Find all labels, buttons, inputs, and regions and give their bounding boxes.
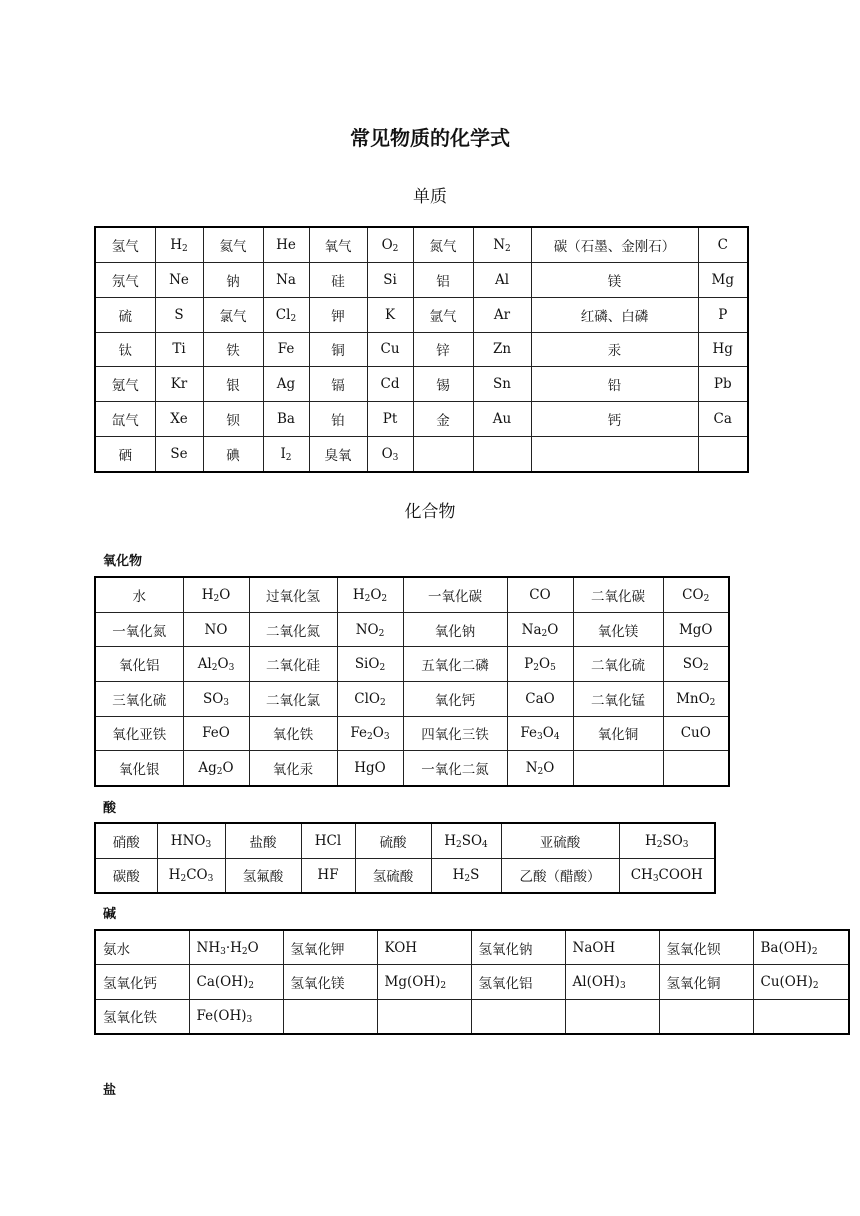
substance-name-cell: 氢氧化铁 (95, 999, 189, 1034)
substance-name-cell: 氢氧化钾 (283, 930, 377, 965)
substance-name-cell: 盐酸 (225, 823, 301, 858)
substance-name-cell: 铁 (203, 332, 263, 367)
substance-name-cell: 硅 (309, 263, 367, 298)
substance-name-cell: 铜 (309, 332, 367, 367)
substance-name-cell: 过氧化氢 (249, 577, 337, 612)
table-row (95, 332, 748, 367)
chemical-formula-cell: Mg (698, 263, 748, 298)
substance-name-cell: 氙气 (95, 402, 155, 437)
substance-name-cell: 硫酸 (355, 823, 431, 858)
chemical-formula-cell: Ar (473, 297, 531, 332)
substance-name-cell: 二氧化氯 (249, 681, 337, 716)
substance-name-cell: 钡 (203, 402, 263, 437)
table-row (95, 965, 849, 999)
chemical-formula-cell: P (698, 297, 748, 332)
substance-name-cell: 二氧化碳 (573, 577, 663, 612)
substance-name-cell: 二氧化锰 (573, 681, 663, 716)
chemical-formula-cell: Hg (698, 332, 748, 367)
substance-name-cell: 镉 (309, 367, 367, 402)
substance-name-cell: 氧化亚铁 (95, 716, 183, 751)
label-bases: 碱 (103, 907, 117, 922)
substance-name-cell: 钾 (309, 297, 367, 332)
oxides-table (94, 576, 730, 787)
substance-name-cell: 氢氟酸 (225, 858, 301, 893)
table-row (95, 436, 748, 472)
substance-name-cell: 四氧化三铁 (403, 716, 507, 751)
substance-name-cell: 氧化铁 (249, 716, 337, 751)
chemical-formula-cell: $Mg(OH)_2$ (377, 965, 471, 999)
substance-name-cell: 一氧化二氮 (403, 751, 507, 786)
chemical-formula-cell: Kr (155, 367, 203, 402)
chemical-formula-cell: Si (367, 263, 413, 298)
chemical-formula-cell: $Ca(OH)_2$ (189, 965, 283, 999)
chemical-formula-cell: Xe (155, 402, 203, 437)
chemical-formula-cell: MgO (663, 612, 729, 647)
substance-name-cell: 钠 (203, 263, 263, 298)
substance-name-cell: 氯气 (203, 297, 263, 332)
table-row (95, 577, 729, 612)
substance-name-cell: 氢氧化钙 (95, 965, 189, 999)
chemical-formula-cell: Au (473, 402, 531, 437)
chemical-formula-cell: HgO (337, 751, 403, 786)
chemical-formula-cell: $N_2O$ (507, 751, 573, 786)
elements-table (94, 226, 749, 473)
substance-name-cell (573, 751, 663, 786)
substance-name-cell: 氖气 (95, 263, 155, 298)
table-row (95, 751, 729, 786)
substance-name-cell: 二氧化硅 (249, 647, 337, 682)
substance-name-cell: 氢氧化镁 (283, 965, 377, 999)
chemical-formula-cell: $I_2$ (263, 436, 309, 472)
chemical-formula-cell: Pb (698, 367, 748, 402)
substance-name-cell: 氦气 (203, 227, 263, 263)
table-row (95, 930, 849, 965)
chemical-formula-cell: CaO (507, 681, 573, 716)
chemical-formula-cell: S (155, 297, 203, 332)
table-row (95, 858, 715, 893)
chemical-formula-cell: $NH_3\cdot H_2O$ (189, 930, 283, 965)
substance-name-cell: 硝酸 (95, 823, 157, 858)
chemical-formula-cell (698, 436, 748, 472)
chemical-formula-cell: $H_2SO_3$ (619, 823, 715, 858)
chemical-formula-cell: SiO$_2$ (337, 647, 403, 682)
chemical-formula-cell: ClO$_2$ (337, 681, 403, 716)
table-row (95, 297, 748, 332)
substance-name-cell: 硫 (95, 297, 155, 332)
substance-name-cell: 氧化镁 (573, 612, 663, 647)
substance-name-cell: 三氧化硫 (95, 681, 183, 716)
chemical-formula-cell: $Fe(OH)_3$ (189, 999, 283, 1034)
substance-name-cell: 铅 (531, 367, 698, 402)
chemical-formula-cell: Ba (263, 402, 309, 437)
chemical-formula-cell: $P_2O_5$ (507, 647, 573, 682)
substance-name-cell: 二氧化硫 (573, 647, 663, 682)
chemical-formula-cell (377, 999, 471, 1034)
substance-name-cell (471, 999, 565, 1034)
chemical-formula-cell: HF (301, 858, 355, 893)
section-heading-elements: 单质 (413, 187, 447, 207)
chemical-formula-cell (753, 999, 849, 1034)
substance-name-cell: 氢气 (95, 227, 155, 263)
chemical-formula-cell: CO (507, 577, 573, 612)
substance-name-cell (413, 436, 473, 472)
substance-name-cell: 银 (203, 367, 263, 402)
chemical-formula-cell (473, 436, 531, 472)
chemical-formula-cell: MnO$_2$ (663, 681, 729, 716)
chemical-formula-cell: $Na_2O$ (507, 612, 573, 647)
label-acids: 酸 (103, 801, 117, 816)
substance-name-cell: 乙酸（醋酸） (501, 858, 619, 893)
chemical-formula-cell: $H_2S$ (431, 858, 501, 893)
chemical-formula-cell: Pt (367, 402, 413, 437)
substance-name-cell: 一氧化碳 (403, 577, 507, 612)
substance-name-cell: 红磷、白磷 (531, 297, 698, 332)
chemical-formula-cell: $Ba(OH)_2$ (753, 930, 849, 965)
table-row (95, 681, 729, 716)
substance-name-cell: 铂 (309, 402, 367, 437)
substance-name-cell: 氢氧化钠 (471, 930, 565, 965)
substance-name-cell: 氨水 (95, 930, 189, 965)
substance-name-cell: 钙 (531, 402, 698, 437)
chemical-formula-cell: NO (183, 612, 249, 647)
chemical-formula-cell: FeO (183, 716, 249, 751)
chemical-formula-cell: KOH (377, 930, 471, 965)
chemical-formula-cell: $CO_2$ (663, 577, 729, 612)
acids-table (94, 822, 716, 894)
chemical-formula-cell: $CH_3COOH$ (619, 858, 715, 893)
section-heading-compounds: 化合物 (404, 502, 456, 522)
chemical-formula-cell: NaOH (565, 930, 659, 965)
table-row (95, 716, 729, 751)
chemical-formula-cell: Fe (263, 332, 309, 367)
substance-name-cell: 金 (413, 402, 473, 437)
substance-name-cell: 二氧化氮 (249, 612, 337, 647)
chemical-formula-cell: $H_2SO_4$ (431, 823, 501, 858)
chemical-formula-cell: Ca (698, 402, 748, 437)
substance-name-cell: 氢硫酸 (355, 858, 431, 893)
chemical-formula-cell: $O_2$ (367, 227, 413, 263)
chemical-formula-cell: $SO_3$ (183, 681, 249, 716)
chemical-formula-cell: HCl (301, 823, 355, 858)
substance-name-cell: 汞 (531, 332, 698, 367)
chemical-formula-cell: $HNO_3$ (157, 823, 225, 858)
chemical-formula-cell (663, 751, 729, 786)
table-row (95, 999, 849, 1034)
chemical-formula-cell: Sn (473, 367, 531, 402)
chemical-formula-cell: Al (473, 263, 531, 298)
table-row (95, 367, 748, 402)
bases-table (94, 929, 850, 1035)
table-row (95, 647, 729, 682)
table-row (95, 402, 748, 437)
substance-name-cell: 五氧化二磷 (403, 647, 507, 682)
chemical-formula-cell: Cu (367, 332, 413, 367)
substance-name-cell (283, 999, 377, 1034)
substance-name-cell: 氪气 (95, 367, 155, 402)
substance-name-cell: 碘 (203, 436, 263, 472)
chemical-formula-cell: $H_2$ (155, 227, 203, 263)
chemical-formula-cell: Se (155, 436, 203, 472)
substance-name-cell: 碳（石墨、金刚石） (531, 227, 698, 263)
chemical-formula-cell: Ag (263, 367, 309, 402)
chemical-formula-cell: Na (263, 263, 309, 298)
chemical-formula-cell (565, 999, 659, 1034)
chemical-formula-cell: Zn (473, 332, 531, 367)
chemical-formula-cell: $SO_2$ (663, 647, 729, 682)
label-salts: 盐 (103, 1083, 117, 1098)
substance-name-cell: 硒 (95, 436, 155, 472)
chemical-formula-cell: $Al_2O_3$ (183, 647, 249, 682)
substance-name-cell: 臭氧 (309, 436, 367, 472)
substance-name-cell: 氢氧化铝 (471, 965, 565, 999)
substance-name-cell: 亚硫酸 (501, 823, 619, 858)
chemical-formula-cell: $Cl_2$ (263, 297, 309, 332)
chemical-formula-cell: $H_2O_2$ (337, 577, 403, 612)
chemical-formula-cell: $Fe_2O_3$ (337, 716, 403, 751)
chemical-formula-cell: He (263, 227, 309, 263)
chemical-formula-cell: $Ag_2O$ (183, 751, 249, 786)
chemical-formula-cell: $Cu(OH)_2$ (753, 965, 849, 999)
substance-name-cell: 锌 (413, 332, 473, 367)
chemical-formula-cell: $N_2$ (473, 227, 531, 263)
chemical-formula-cell: $NO_2$ (337, 612, 403, 647)
substance-name-cell: 镁 (531, 263, 698, 298)
chemical-formula-cell: K (367, 297, 413, 332)
substance-name-cell: 氧化汞 (249, 751, 337, 786)
substance-name-cell: 氩气 (413, 297, 473, 332)
substance-name-cell (659, 999, 753, 1034)
substance-name-cell: 氧化铝 (95, 647, 183, 682)
page-title: 常见物质的化学式 (350, 126, 510, 150)
chemical-formula-cell: $Al(OH)_3$ (565, 965, 659, 999)
chemical-formula-cell: $O_3$ (367, 436, 413, 472)
substance-name-cell: 水 (95, 577, 183, 612)
substance-name-cell: 钛 (95, 332, 155, 367)
substance-name-cell: 氧气 (309, 227, 367, 263)
chemical-formula-cell: Ti (155, 332, 203, 367)
chemical-formula-cell: CuO (663, 716, 729, 751)
table-row (95, 263, 748, 298)
substance-name-cell: 碳酸 (95, 858, 157, 893)
substance-name-cell: 氧化银 (95, 751, 183, 786)
substance-name-cell: 一氧化氮 (95, 612, 183, 647)
chemical-formula-cell: C (698, 227, 748, 263)
substance-name-cell: 锡 (413, 367, 473, 402)
substance-name-cell: 氧化钙 (403, 681, 507, 716)
substance-name-cell: 氧化铜 (573, 716, 663, 751)
substance-name-cell: 氧化钠 (403, 612, 507, 647)
substance-name-cell: 铝 (413, 263, 473, 298)
substance-name-cell (531, 436, 698, 472)
chemical-formula-cell: Ne (155, 263, 203, 298)
chemical-formula-cell: Cd (367, 367, 413, 402)
chemical-formula-cell: $H_2O$ (183, 577, 249, 612)
label-oxides: 氧化物 (103, 554, 143, 569)
chemical-formula-cell: $Fe_3O_4$ (507, 716, 573, 751)
chemical-formula-cell: $H_2CO_3$ (157, 858, 225, 893)
table-row (95, 612, 729, 647)
table-row (95, 823, 715, 858)
table-row (95, 227, 748, 263)
substance-name-cell: 氢氧化钡 (659, 930, 753, 965)
substance-name-cell: 氮气 (413, 227, 473, 263)
substance-name-cell: 氢氧化铜 (659, 965, 753, 999)
